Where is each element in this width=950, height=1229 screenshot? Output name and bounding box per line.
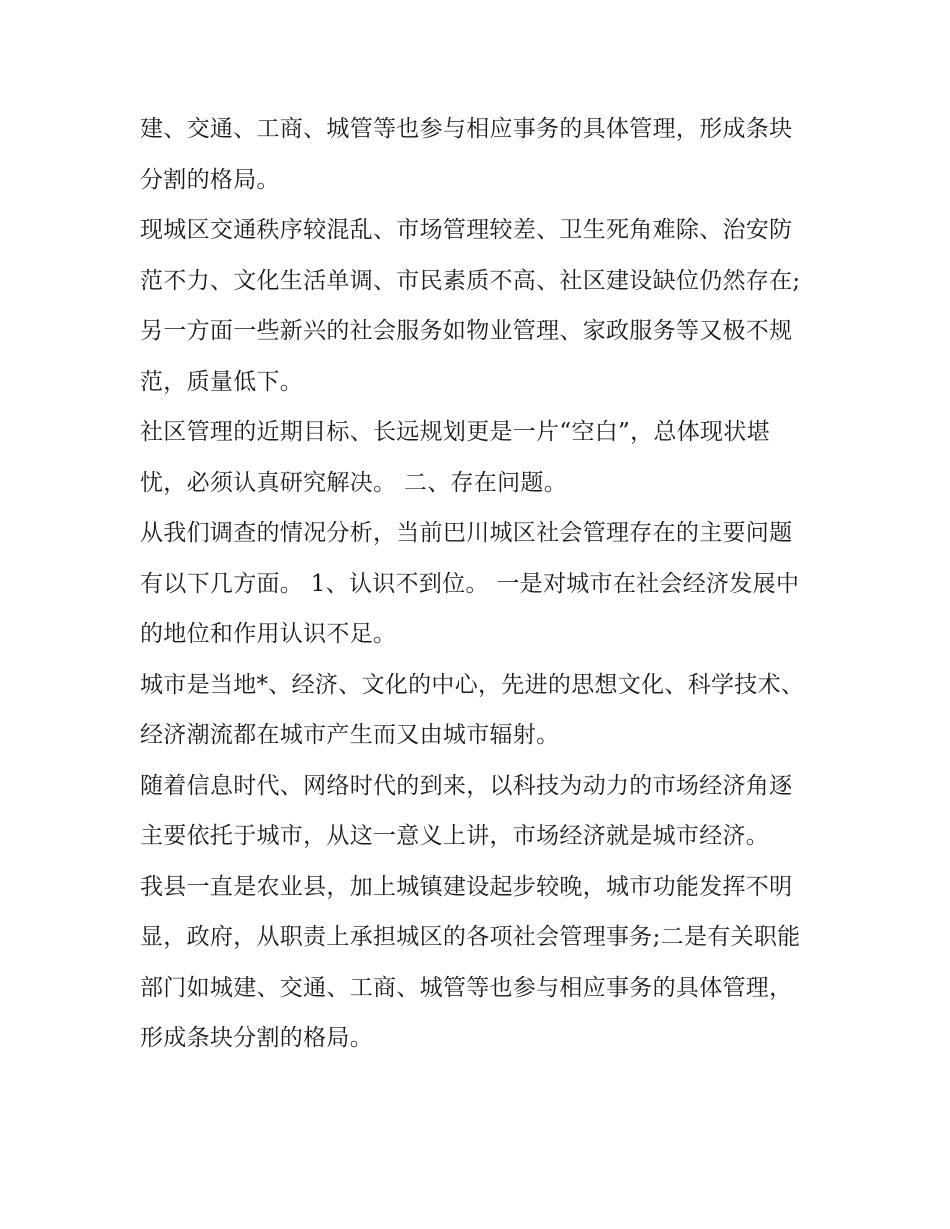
- paragraph: 建、交通、工商、城管等也参与相应事务的具体管理，形成条块分割的格局。: [140, 116, 793, 193]
- document-body: [140, 104, 815, 1064]
- paragraph: 随着信息时代、网络时代的到来，以科技为动力的市场经济角逐主要依托于城市，从这一意义上讲，市场经济就是城市经济。: [140, 772, 793, 849]
- paragraph: 我县一直是农业县，加上城镇建设起步较晚，城市功能发挥不明显，政府，从职责上承担城区的各项社会管理事务;二是有关职能部门如城建、交通、工商、城管等也参与相应事务的具体管理，形成条块分割的格局。: [140, 873, 801, 1051]
- paragraph: 社区管理的近期目标、长远规划更是一片“空白”，总体现状堪忧，必须认真研究解决。 二、存在问题。: [140, 419, 770, 496]
- paragraph: 从我们调查的情况分析，当前巴川城区社会管理存在的主要问题有以下几方面。 1、认识不到位。 一是对城市在社会经济发展中的地位和作用认识不足。: [140, 520, 800, 647]
- paragraph: 现城区交通秩序较混乱、市场管理较差、卫生死角难除、治安防范不力、文化生活单调、市民素质不高、社区建设缺位仍然存在;另一方面一些新兴的社会服务如物业管理、家政服务等又极不规范，质量低下。: [140, 217, 801, 395]
- paragraph: 城市是当地*、经济、文化的中心，先进的思想文化、科学技术、经济潮流都在城市产生而又由城市辐射。: [140, 671, 805, 748]
